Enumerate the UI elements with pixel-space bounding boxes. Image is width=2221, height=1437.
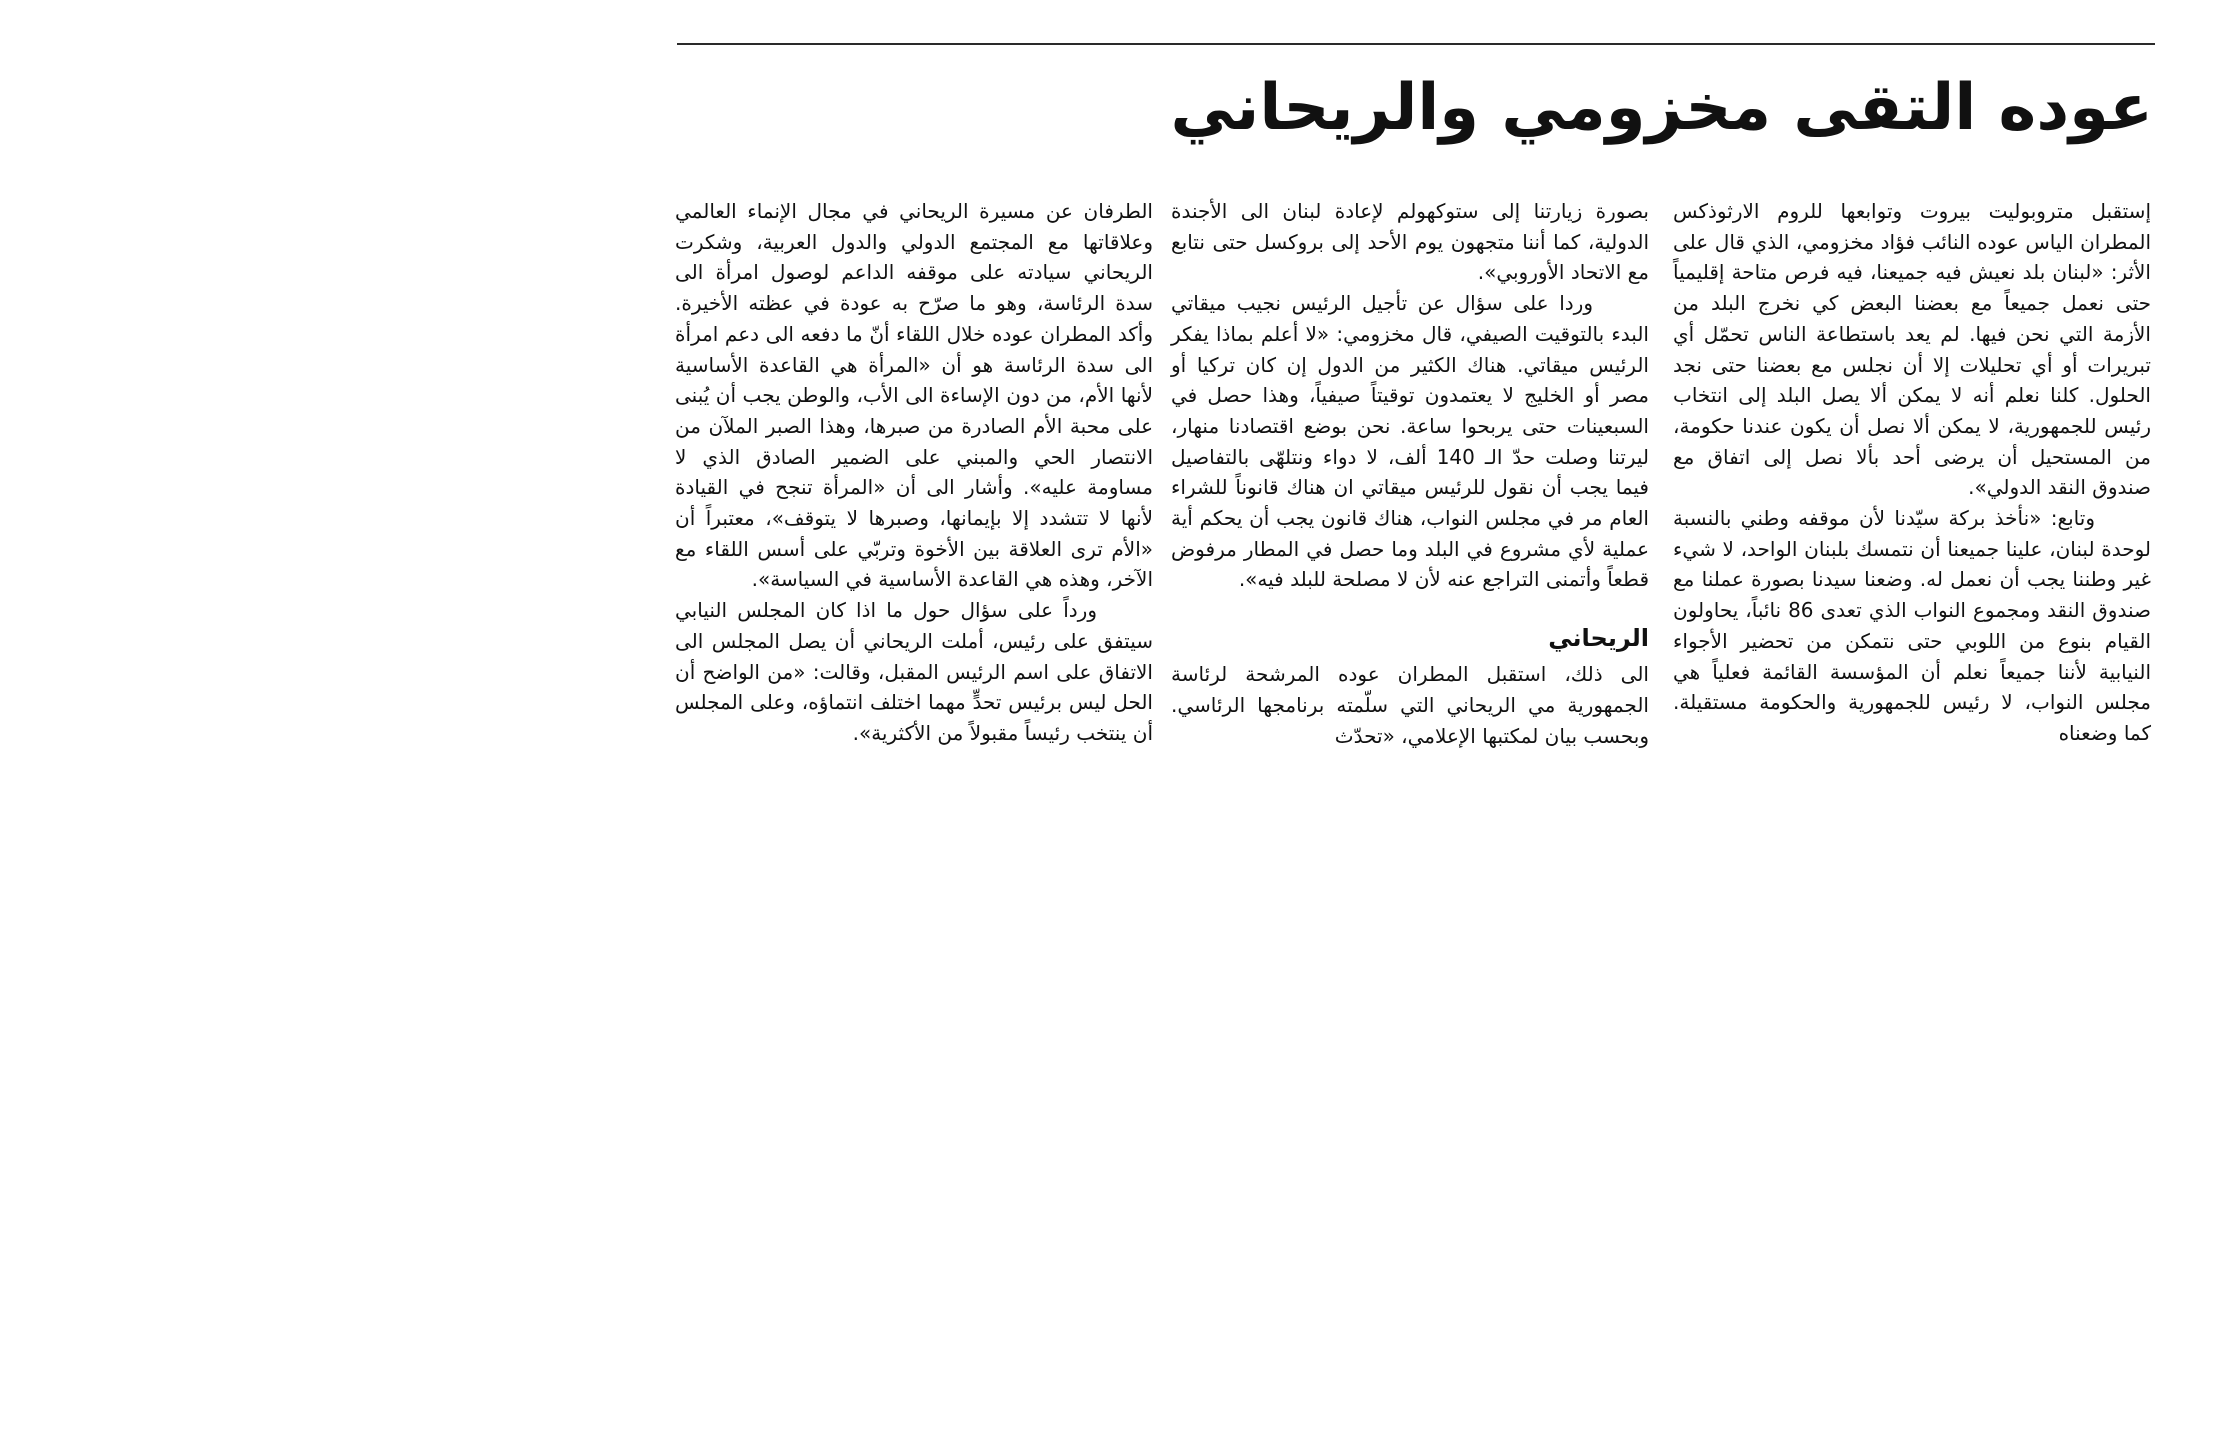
article-column-1 <box>1673 196 2151 749</box>
article-column-3 <box>675 196 1153 749</box>
paragraph: ورداً على سؤال حول ما اذا كان المجلس النيابي سيتفق على رئيس، أملت الريحاني أن يصل المجلس الى الاتفاق على اسم الرئيس المقبل، وقالت: «من الواضح أن الحل ليس برئيس تحدٍّ مهما اختلف انتماؤه، وعلى المجلس أن ينتخب رئيساً مقبولاً من الأكثرية». <box>675 598 1153 745</box>
paragraph: وردا على سؤال عن تأجيل الرئيس نجيب ميقاتي البدء بالتوقيت الصيفي، قال مخزومي: «لا أعلم بماذا يفكر الرئيس ميقاتي. هناك الكثير من الدول إن كان تركيا أو مصر أو الخليج لا يعتمدون توقيتاً صيفياً، وهذا حصل في السبعينات حتى يربحوا ساعة. نحن بوضع اقتصادنا منهار، ليرتنا وصلت حدّ الـ 140 ألف، لا دواء ونتلهّى بالتفاصيل فيما يجب أن نقول للرئيس ميقاتي ان هناك قانوناً للشراء العام مر في مجلس النواب، هناك قانون يجب أن يحكم أية عملية لأي مشروع في البلد وما حصل في المطار مرفوض قطعاً وأتمنى التراجع عنه لأن لا مصلحة للبلد فيه». <box>1171 291 1650 592</box>
paragraph: بصورة زيارتنا إلى ستوكهولم لإعادة لبنان الى الأجندة الدولية، كما أننا متجهون يوم الأحد إلى بروكسل حتى نتابع مع الاتحاد الأوروبي». <box>1171 199 1649 285</box>
top-rule <box>677 43 2155 45</box>
paragraph: وتابع: «نأخذ بركة سيّدنا لأن موقفه وطني بالنسبة لوحدة لبنان، علينا جميعنا أن نتمسك بلبنان الواحد، لا شيء غير وطننا يجب أن نعمل له. وضعنا سيدنا بصورة عملنا مع صندوق النقد ومجموع النواب الذي تعدى 86 نائباً، يحاولون القيام بنوع من اللوبي حتى نتمكن من تحضير الأجواء النيابية لأننا جميعاً نعلم أن المؤسسة القائمة فعلياً هي مجلس النواب، لا رئيس للجمهورية والحكومة مستقيلة. كما وضعناه <box>1673 506 2151 745</box>
paragraph: إستقبل متروبوليت بيروت وتوابعها للروم الارثوذكس المطران الياس عوده النائب فؤاد مخزومي، الذي قال على الأثر: «لبنان بلد نعيش فيه جميعنا، فيه فرص متاحة إقليمياً حتى نعمل جميعاً مع بعضنا البعض كي نخرج البلد من الأزمة التي نحن فيها. لم يعد باستطاعة الناس تحمّل أي تبريرات أو أي تحليلات إلا أن نجلس مع بعضنا حتى نجد الحلول. كلنا نعلم أنه لا يمكن ألا يصل البلد إلى انتخاب رئيس للجمهورية، لا يمكن ألا نصل أن يكون عندنا حكومة، من المستحيل أن يرضى أحد بألا نصل إلى اتفاق مع صندوق النقد الدولي». <box>1673 199 2151 500</box>
article-column-2 <box>1171 196 1649 751</box>
paragraph: الطرفان عن مسيرة الريحاني في مجال الإنماء العالمي وعلاقاتها مع المجتمع الدولي والدول العربية، وشكرت الريحاني سيادته على موقفه الداعم لوصول امرأة الى سدة الرئاسة، وهو ما صرّح به عودة في عظته الأخيرة. وأكد المطران عوده خلال اللقاء أنّ ما دفعه الى دعم امرأة الى سدة الرئاسة هو أن «المرأة هي القاعدة الأساسية لأنها الأم، من دون الإساءة الى الأب، والوطن يجب أن يُبنى على محبة الأم الصادرة من صبرها، وهذا الصبر الملآن من الانتصار الحي والمبني على الضمير الصادق الذي لا مساومة عليه». وأشار الى أن «المرأة تنجح في القيادة لأنها لا تتشدد إلا بإيمانها، وصبرها لا يتوقف»، معتبراً أن «الأم ترى العلاقة بين الأخوة وتربّي على أسس اللقاء مع الآخر، وهذه هي القاعدة الأساسية في السياسة». <box>675 199 1153 592</box>
paragraph: الى ذلك، استقبل المطران عوده المرشحة لرئاسة الجمهورية مي الريحاني التي سلّمته برنامجها الرئاسي. وبحسب بيان لمكتبها الإعلامي، «تحدّث <box>1171 662 1649 748</box>
subheading: الريحاني <box>1548 624 1649 653</box>
headline: عوده التقى مخزومي والريحاني <box>1170 71 2153 145</box>
